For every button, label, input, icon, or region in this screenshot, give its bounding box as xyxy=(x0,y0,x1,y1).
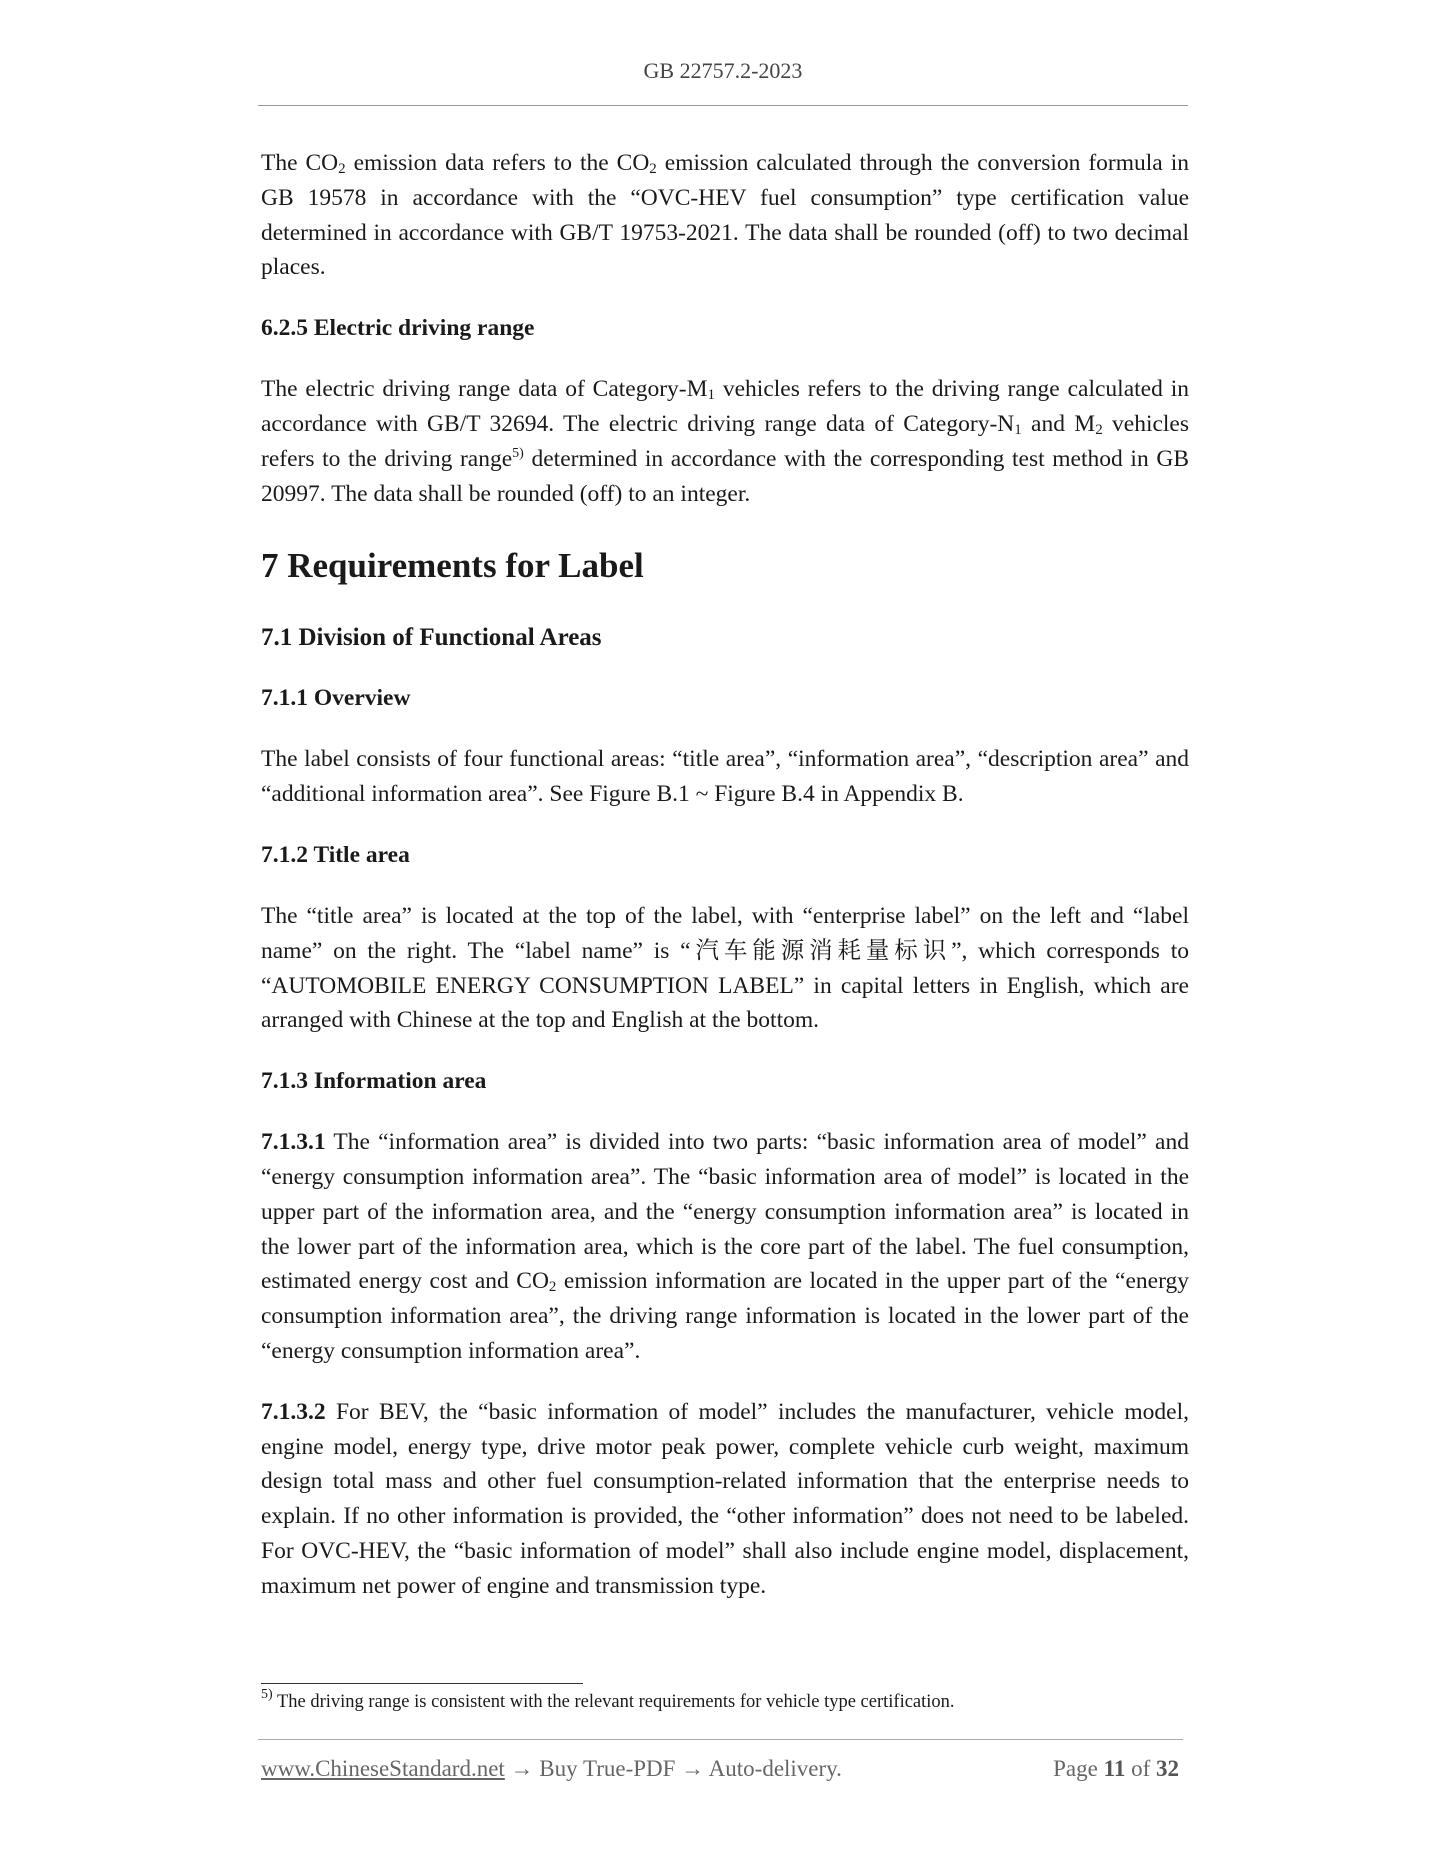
overview-paragraph: The label consists of four functional areas: “title area”, “information area”, “description area” and “additional information area”. See Figure B.1 ~ Figure B.4 in Appendix B. xyxy=(261,746,1189,808)
section-7-1-1-heading: 7.1.1 Overview xyxy=(261,685,411,712)
footnote-divider xyxy=(261,1683,583,1684)
section-7-heading: 7 Requirements for Label xyxy=(261,546,644,586)
clause-number: 7.1.3.1 xyxy=(261,1129,326,1156)
section-6-2-5-heading: 6.2.5 Electric driving range xyxy=(261,315,535,342)
section-7-1-3-heading: 7.1.3 Information area xyxy=(261,1068,487,1095)
electric-range-paragraph: The electric driving range data of Category-$M_1$ vehicles refers to the driving range calculated in accordance with GB/T 32694. The electric driving range data of Category-$N_1$ and $M_2$ vehicles refers to the driving range$^{5)}$ determined in accordance with the corresponding test method in GB 20997. The data shall be rounded (off) to an integer. xyxy=(261,376,1190,507)
clause-7-1-3-1-paragraph: 7.1.3.1 The “information area” is divided into two parts: “basic information area of model” and “energy consumption information area”. The “basic information area of model” is located in the upper part of the information area, and the “energy consumption information area” is located in the lower part of the information area, which is the core part of the label. The fuel consumption, estimated energy cost and $CO_2$ emission information are located in the upper part of the “energy consumption information area”, the driving range information is located in the lower part of the “energy consumption information area”. xyxy=(261,1129,1189,1364)
section-7-1-heading: 7.1 Division of Functional Areas xyxy=(261,624,602,652)
website-link[interactable]: www.ChineseStandard.net xyxy=(261,1756,505,1781)
title-area-paragraph: The “title area” is located at the top of the label, with “enterprise label” on the left and “label name” on the right. The “label name” is “汽车能源消耗量标识”, which corresponds to “AUTOMOBILE ENERGY CONSUMPTION LABEL” in capital letters in English, which are arranged with Chinese at the top and English at the bottom. xyxy=(261,902,1189,1034)
footnote: $^{5)}$ The driving range is consistent with the relevant requirements for vehicle type certification. xyxy=(261,1687,955,1712)
page-indicator: Page 11 of 32 xyxy=(1053,1756,1179,1781)
footer-divider xyxy=(258,1739,1183,1740)
clause-number: 7.1.3.2 xyxy=(261,1398,326,1425)
document-header: GB 22757.2-2023 xyxy=(643,58,803,83)
footnote-ref[interactable]: 5) xyxy=(512,445,524,461)
footer-promo: www.ChineseStandard.net → Buy True-PDF → Auto-delivery. xyxy=(261,1756,842,1781)
header-divider xyxy=(258,105,1188,106)
page-body xyxy=(261,146,1189,1604)
co2-emission-paragraph: The $CO_2$ emission data refers to the $CO_2$ emission calculated through the conversion formula in GB 19578 in accordance with the “OVC-HEV fuel consumption” type certification value determined in accordance with GB/T 19753-2021. The data shall be rounded (off) to two decimal places. xyxy=(261,150,1189,281)
clause-7-1-3-2-paragraph: 7.1.3.2 For BEV, the “basic information of model” includes the manufacturer, vehicle model, engine model, energy type, drive motor peak power, complete vehicle curb weight, maximum design total mass and other fuel consumption-related information that the enterprise needs to explain. If no other information is provided, the “other information” does not need to be labeled. For OVC-HEV, the “basic information of model” shall also include engine model, displacement, maximum net power of engine and transmission type. xyxy=(261,1398,1189,1599)
section-7-1-2-heading: 7.1.2 Title area xyxy=(261,841,410,868)
